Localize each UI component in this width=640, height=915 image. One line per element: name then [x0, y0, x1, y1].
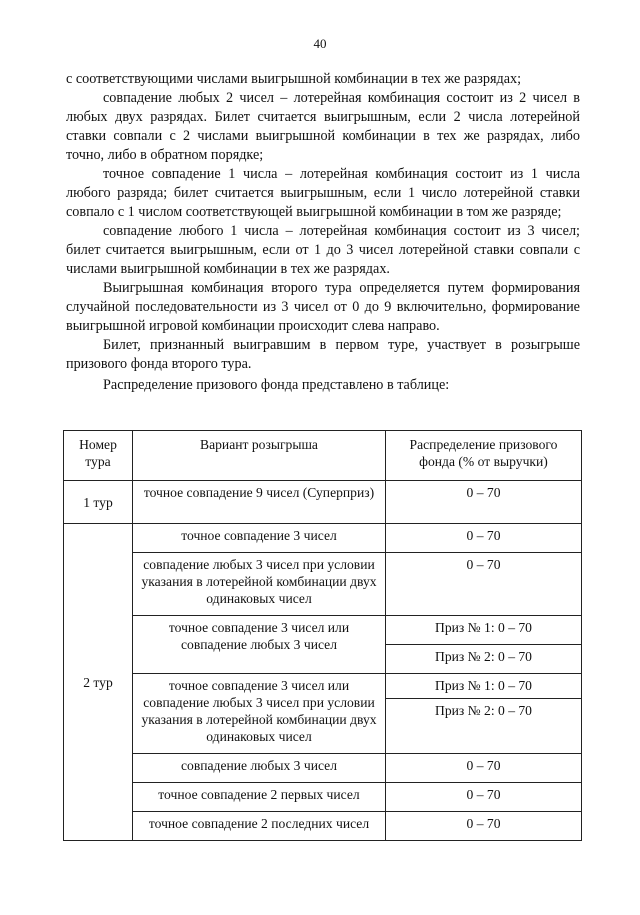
share-cell: 0 – 70	[386, 783, 582, 812]
table-row	[64, 812, 582, 841]
tour-cell: 1 тур	[64, 481, 133, 524]
prize2-cell: Приз № 2: 0 – 70	[386, 645, 582, 674]
prize-fund-table	[63, 430, 582, 841]
variant-cell: точное совпадение 3 чисел или совпадение любых 3 чисел	[133, 616, 386, 674]
share-cell: 0 – 70	[386, 754, 582, 783]
variant-cell: точное совпадение 3 чисел или совпадение любых 3 чисел при условии указания в лотерейной комбинации двух одинаковых чисел	[133, 674, 386, 754]
tour-cell: 2 тур	[64, 524, 133, 841]
header-draw-variant: Вариант розыгрыша	[133, 431, 386, 481]
table-row	[64, 553, 582, 616]
header-tour-number: Номер тура	[64, 431, 133, 481]
table-row	[64, 524, 582, 553]
variant-cell: точное совпадение 2 последних чисел	[133, 812, 386, 841]
table-row	[64, 754, 582, 783]
table-row	[64, 674, 582, 699]
prize1-cell: Приз № 1: 0 – 70	[386, 616, 582, 645]
variant-cell: точное совпадение 2 первых чисел	[133, 783, 386, 812]
share-cell: 0 – 70	[386, 553, 582, 616]
paragraph: совпадение любых 2 чисел – лотерейная комбинация состоит из 2 чисел в любых двух разрядах. Билет считается выигрышным, если 2 числа лотерейной ставки совпали с 2 числами выигрышной комбинации в тех же разрядах, либо точно, либо в обратном порядке;	[66, 90, 580, 163]
table-intro: Распределение призового фонда представлено в таблице:	[103, 377, 450, 393]
variant-cell: точное совпадение 9 чисел (Суперприз)	[133, 481, 386, 524]
variant-cell: совпадение любых 3 чисел	[133, 754, 386, 783]
header-prize-distribution: Распределение призового фонда (% от выручки)	[386, 431, 582, 481]
table-header-row	[64, 431, 582, 481]
table-row	[64, 481, 582, 524]
share-cell: 0 – 70	[386, 481, 582, 524]
body-text	[66, 70, 580, 395]
variant-cell: точное совпадение 3 чисел	[133, 524, 386, 553]
page-number: 40	[313, 36, 327, 51]
prize2-cell: Приз № 2: 0 – 70	[386, 699, 582, 754]
paragraph: точное совпадение 1 числа – лотерейная комбинация состоит из 1 числа любого разряда; билет считается выигрышным, если 1 число лотерейной ставки совпало с 1 числом соответствующей выигрышной комбинации в том же разряде;	[66, 166, 580, 220]
paragraph: совпадение любого 1 числа – лотерейная комбинация состоит из 3 чисел; билет считается выигрышным, если от 1 до 3 чисел лотерейной ставки совпали с числами выигрышной комбинации в тех же разрядах.	[66, 223, 580, 277]
table-row	[64, 783, 582, 812]
paragraph: Выигрышная комбинация второго тура определяется путем формирования случайной последовательности из 3 чисел от 0 до 9 включительно, формирование выигрышной игровой комбинации происходит слева направо.	[66, 280, 580, 334]
prize1-cell: Приз № 1: 0 – 70	[386, 674, 582, 699]
variant-cell: совпадение любых 3 чисел при условии указания в лотерейной комбинации двух одинаковых чисел	[133, 553, 386, 616]
share-cell: 0 – 70	[386, 524, 582, 553]
paragraph: Билет, признанный выигравшим в первом туре, участвует в розыгрыше призового фонда второго тура.	[66, 337, 580, 372]
paragraph: с соответствующими числами выигрышной комбинации в тех же разрядах;	[66, 71, 522, 87]
share-cell: 0 – 70	[386, 812, 582, 841]
table-row	[64, 616, 582, 645]
